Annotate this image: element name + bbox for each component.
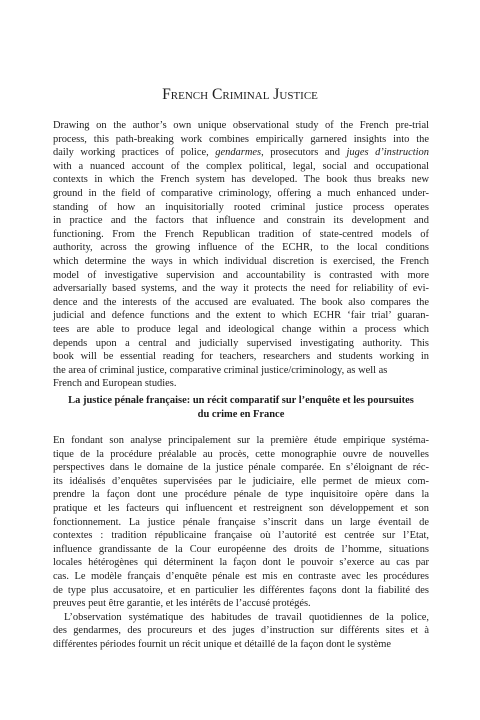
text-line: du crime en France	[197, 408, 285, 420]
text-line: influence grandissante de la Cour européenne des droits de l’homme, situations	[53, 543, 429, 555]
text-line: book will be essential reading for teachers, researchers and students working in	[53, 351, 429, 363]
page-title	[0, 86, 480, 104]
french-title	[53, 394, 429, 422]
text-line: de type plus accusatoire, et en particulier les différentes façons dont la fiabilité des	[53, 584, 429, 596]
text-line: daily working practices of police, gendarmes, prosecutors and juges d’instruction	[53, 147, 429, 159]
text-line: standing of how an inquisitorially rooted criminal justice process operates	[53, 201, 429, 213]
title-text: French Criminal Justice	[162, 86, 318, 103]
text-line: contextes : tradition républicaine française où l’autorité est centrée sur l’Etat,	[53, 530, 429, 542]
text-line: contexts in which the French system has developed. The book thus breaks new	[53, 174, 429, 186]
text-line: preuves peut être garantie, et les intérêts de l’accusé protégés.	[53, 598, 311, 610]
text-line: dence and the interests of the accused are evaluated. The book also compares the	[53, 296, 429, 308]
text-line: cas. Le modèle français d’enquête pénale est mis en contraste avec les procédures	[53, 570, 429, 582]
text-line: which determine the ways in which individual discretion is exercised, the French	[53, 255, 429, 267]
text-line: French and European studies.	[53, 378, 177, 390]
text-line: Drawing on the author’s own unique observational study of the French pre-trial	[53, 120, 429, 131]
text-line: depends upon a central and judicially supervised investigating authority. This	[53, 337, 429, 349]
text-line: différentes périodes fournit un récit unique et détaillé de la façon dont le système	[53, 638, 392, 650]
text-line: locales hétérogènes qui déterminent la façon dont le pouvoir s’exerce au cas par	[53, 557, 429, 569]
text-line: process, this path-breaking work combines empirically garnered insights into the	[53, 133, 429, 145]
text-line: L’observation systématique des habitudes de travail quotidiennes de la police,	[64, 611, 429, 623]
text-line: adversarially based systems, and the way it protects the need for reliability of evi-	[53, 283, 429, 295]
text-line: En fondant son analyse principalement sur la première étude empirique systéma-	[53, 435, 429, 446]
text-line: judicial and defence functions and the extent to which ECHR ‘fair trial’ guaran-	[53, 310, 429, 322]
text-line: model of investigative supervision and accountability is contrasted with more	[53, 269, 429, 281]
text-line: functioning. From the French Republican tradition of state-centred models of	[53, 228, 429, 240]
text-line: in practice and the factors that influence and constrain its development and	[53, 215, 429, 227]
text-line: perspectives dans le domaine de la justice pénale comparée. En s’éloignant de réc-	[53, 462, 429, 474]
text-line: des gendarmes, des procureurs et des juges d’instruction sur différents sites et à	[53, 625, 429, 637]
text-line: tique de la procédure préalable au procès, cette monographie ouvre de nouvelles	[53, 448, 429, 460]
french-description	[53, 434, 429, 652]
text-line: tees are able to produce legal and ideological change within a process which	[53, 323, 429, 335]
text-line: fonctionnement. La justice pénale française s’inscrit dans un large éventail de	[53, 516, 429, 528]
text-line: authority, across the growing influence of the ECHR, to the local conditions	[53, 242, 429, 254]
text-line: pratique et les facteurs qui influencent et restreignent son développement et son	[53, 502, 429, 514]
text-line: its idéalisés d’enquêtes supervisées par le judiciaire, elle permet de mieux com-	[53, 475, 429, 487]
text-line: ground in the field of comparative criminology, offering a much enhanced under-	[53, 187, 429, 199]
text-line: prendre la façon dont une procédure pénale de type inquisitoire opère dans la	[53, 489, 429, 501]
text-line: with a nuanced account of the complex political, legal, social and occupational	[53, 160, 429, 172]
english-description	[53, 119, 429, 391]
text-line: the area of criminal justice, comparative criminal justice/criminology, as well as	[53, 364, 388, 376]
text-line: La justice pénale française: un récit comparatif sur l’enquête et les poursuites	[68, 395, 414, 406]
